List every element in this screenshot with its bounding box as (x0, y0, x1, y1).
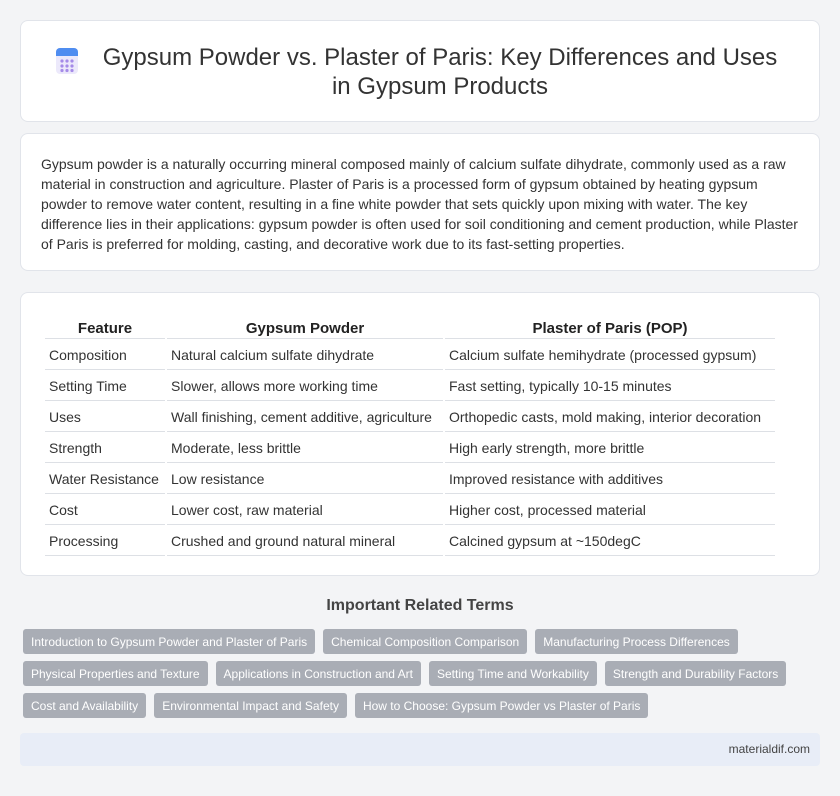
table-cell: Crushed and ground natural mineral (167, 527, 443, 556)
table-cell: Orthopedic casts, mold making, interior decoration (445, 403, 775, 432)
page-title: Gypsum Powder vs. Plaster of Paris: Key Differences and Uses in Gypsum Products (102, 44, 778, 100)
table-row (45, 527, 775, 556)
table-cell: Uses (45, 403, 165, 432)
table-row (45, 496, 775, 525)
calculator-icon (51, 45, 83, 77)
title-card (20, 20, 820, 122)
table-cell: Natural calcium sulfate dihydrate (167, 341, 443, 370)
related-term-tag[interactable]: Introduction to Gypsum Powder and Plaster of Paris (23, 629, 315, 654)
table-row (45, 372, 775, 401)
related-term-tag[interactable]: Physical Properties and Texture (23, 661, 208, 686)
related-term-tag[interactable]: Environmental Impact and Safety (154, 693, 347, 718)
comparison-table (43, 315, 777, 558)
table-cell: Processing (45, 527, 165, 556)
table-cell: Lower cost, raw material (167, 496, 443, 525)
related-term-tag[interactable]: Cost and Availability (23, 693, 146, 718)
related-terms-title: Important Related Terms (326, 597, 514, 614)
table-cell: Calcium sulfate hemihydrate (processed gypsum) (445, 341, 775, 370)
title-wrap (51, 43, 799, 101)
table-header-row (45, 317, 775, 339)
table-cell: Setting Time (45, 372, 165, 401)
table-cell: Slower, allows more working time (167, 372, 443, 401)
table-cell: Calcined gypsum at ~150degC (445, 527, 775, 556)
table-cell: High early strength, more brittle (445, 434, 775, 463)
table-cell: Low resistance (167, 465, 443, 494)
table-cell: Strength (45, 434, 165, 463)
related-term-tag[interactable]: Setting Time and Workability (429, 661, 597, 686)
related-term-tag[interactable]: Manufacturing Process Differences (535, 629, 738, 654)
table-cell: Improved resistance with additives (445, 465, 775, 494)
table-cell: Composition (45, 341, 165, 370)
site-link[interactable]: materialdif.com (728, 742, 810, 756)
table-row (45, 403, 775, 432)
header-feature: Feature (45, 317, 165, 339)
table-cell: Cost (45, 496, 165, 525)
table-cell: Moderate, less brittle (167, 434, 443, 463)
related-term-tag[interactable]: Strength and Durability Factors (605, 661, 786, 686)
related-term-tag[interactable]: How to Choose: Gypsum Powder vs Plaster of Paris (355, 693, 648, 718)
table-row (45, 465, 775, 494)
header-plaster-of-paris: Plaster of Paris (POP) (445, 317, 775, 339)
related-term-tag[interactable]: Chemical Composition Comparison (323, 629, 527, 654)
table-row (45, 341, 775, 370)
comparison-card (20, 292, 820, 576)
intro-paragraph: Gypsum powder is a naturally occurring mineral composed mainly of calcium sulfate dihydrate, commonly used as a raw material in construction and agriculture. Plaster of Paris is a processed form of gypsum obtained by heating gypsum powder to remove water content, resulting in a fine white powder that sets quickly upon mixing with water. The key difference lies in their applications: gypsum powder is often used for soil conditioning and cement production, while Plaster of Paris is preferred for molding, casting, and decorative work due to its fast-setting properties. (41, 156, 798, 252)
table-cell: Wall finishing, cement additive, agriculture (167, 403, 443, 432)
table-cell: Higher cost, processed material (445, 496, 775, 525)
footer (20, 733, 820, 766)
table-cell: Water Resistance (45, 465, 165, 494)
header-gypsum-powder: Gypsum Powder (167, 317, 443, 339)
table-row (45, 434, 775, 463)
intro-card (20, 133, 820, 271)
related-terms-list (23, 629, 813, 725)
related-term-tag[interactable]: Applications in Construction and Art (216, 661, 421, 686)
table-cell: Fast setting, typically 10-15 minutes (445, 372, 775, 401)
